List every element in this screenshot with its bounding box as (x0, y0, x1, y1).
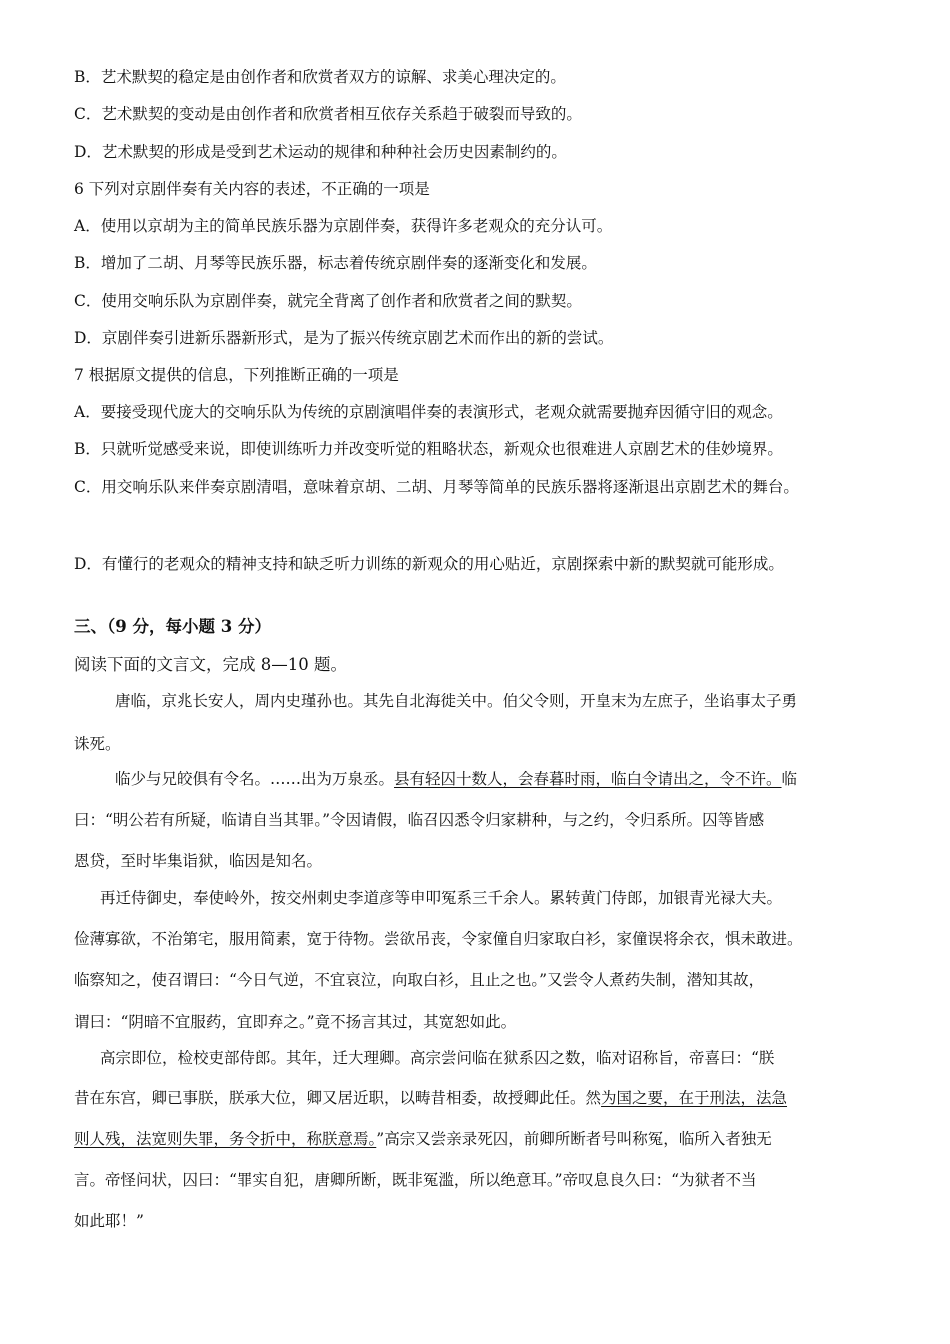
q5-option-b: B．艺术默契的稳定是由创作者和欣赏者双方的谅解、求美心理决定的。 (74, 68, 566, 86)
passage-p2-line1 (115, 768, 880, 790)
section-3-instruction: 阅读下面的文言文，完成 8—10 题。 (74, 655, 347, 674)
passage-text: ”高宗又尝亲录死囚，前卿所断者号叫称冤，临所入者独无 (376, 1130, 772, 1148)
passage-text: 临 (781, 770, 798, 788)
passage-p4-line4: 言。帝怪问状，囚曰：“罪实自犯，唐卿所断，既非冤滥，所以绝意耳。”帝叹息良久曰：“为狱者不当 (74, 1171, 757, 1189)
passage-p4-line1: 高宗即位，检校吏部侍郎。其年，迁大理卿。高宗尝问临在狱系囚之数，临对诏称旨，帝喜曰：“朕 (100, 1049, 775, 1067)
q6-option-b: B．增加了二胡、月琴等民族乐器，标志着传统京剧伴奏的逐渐变化和发展。 (74, 254, 597, 272)
passage-p4-line5: 如此耶！” (74, 1212, 144, 1230)
passage-p1-line1: 唐临，京兆长安人，周内史瑾孙也。其先自北海徙关中。伯父令则，开皇末为左庶子，坐谄事太子勇 (115, 692, 798, 710)
passage-p4-line3 (74, 1128, 880, 1150)
q5-option-c: C．艺术默契的变动是由创作者和欣赏者相互依存关系趋于破裂而导致的。 (74, 105, 582, 123)
passage-text: 临少与兄皎俱有令名。……出为万泉丞。 (115, 770, 395, 788)
underlined-sentence: 县有轻囚十数人，会春暮时雨，临白令请出之，令不许。 (394, 770, 782, 788)
q7-option-d: D．有懂行的老观众的精神支持和缺乏听力训练的新观众的用心贴近，京剧探索中新的默契就可能形成。 (74, 555, 784, 573)
passage-p3-line3: 临察知之，使召谓曰：“今日气逆，不宜哀泣，向取白衫，且止之也。”又尝令人煮药失制，潜知其故， (74, 971, 765, 989)
passage-p3-line1: 再迁侍御史，奉使岭外，按交州刺史李道彦等申叩冤系三千余人。累转黄门侍郎，加银青光禄大夫。 (100, 889, 783, 907)
passage-text: 昔在东宫，卿已事朕，朕承大位，卿又居近职，以畴昔相委，故授卿此任。然 (74, 1089, 602, 1107)
underlined-sentence: 为国之要，在于刑法，法急 (601, 1089, 788, 1107)
passage-p3-line2: 俭薄寡欲，不治第宅，服用简素，宽于待物。尝欲吊丧，令家僮自归家取白衫，家僮误将余衣，惧未敢进。 (74, 930, 803, 948)
q6-stem: 6 下列对京剧伴奏有关内容的表述，不正确的一项是 (74, 180, 430, 198)
section-3-heading: 三、（9 分，每小题 3 分） (74, 617, 271, 636)
q6-option-a: A．使用以京胡为主的简单民族乐器为京剧伴奏，获得许多老观众的充分认可。 (74, 217, 613, 235)
q6-option-d: D．京剧伴奏引进新乐器新形式，是为了振兴传统京剧艺术而作出的新的尝试。 (74, 329, 614, 347)
q6-option-c: C．使用交响乐队为京剧伴奏，就完全背离了创作者和欣赏者之间的默契。 (74, 292, 582, 310)
passage-p2-line2: 曰：“明公若有所疑，临请自当其罪。”令因请假，临召囚悉令归家耕种，与之约，令归系所。囚等皆感 (74, 811, 765, 829)
q5-option-d: D．艺术默契的形成是受到艺术运动的规律和种种社会历史因素制约的。 (74, 143, 567, 161)
passage-p1-line2: 诛死。 (74, 735, 121, 753)
passage-p3-line4: 谓曰：“阴暗不宜服药，宜即弃之。”竟不扬言其过，其宽恕如此。 (74, 1013, 517, 1031)
q7-stem: 7 根据原文提供的信息，下列推断正确的一项是 (74, 366, 399, 384)
passage-p2-line3: 恩贷，至时毕集诣狱，临因是知名。 (74, 852, 323, 870)
q7-option-b: B．只就听觉感受来说，即使训练听力并改变听觉的粗略状态，新观众也很难进人京剧艺术的佳妙境界。 (74, 440, 783, 458)
passage-p4-line2 (74, 1087, 880, 1109)
q7-option-c: C．用交响乐队来伴奏京剧清唱，意味着京胡、二胡、月琴等简单的民族乐器将逐渐退出京剧艺术的舞台。 (74, 478, 799, 496)
q7-option-a: A．要接受现代庞大的交响乐队为传统的京剧演唱伴奏的表演形式，老观众就需要抛弃因循守旧的观念。 (74, 403, 783, 421)
underlined-sentence: 则人残，法宽则失罪，务令折中，称朕意焉。 (74, 1130, 377, 1148)
